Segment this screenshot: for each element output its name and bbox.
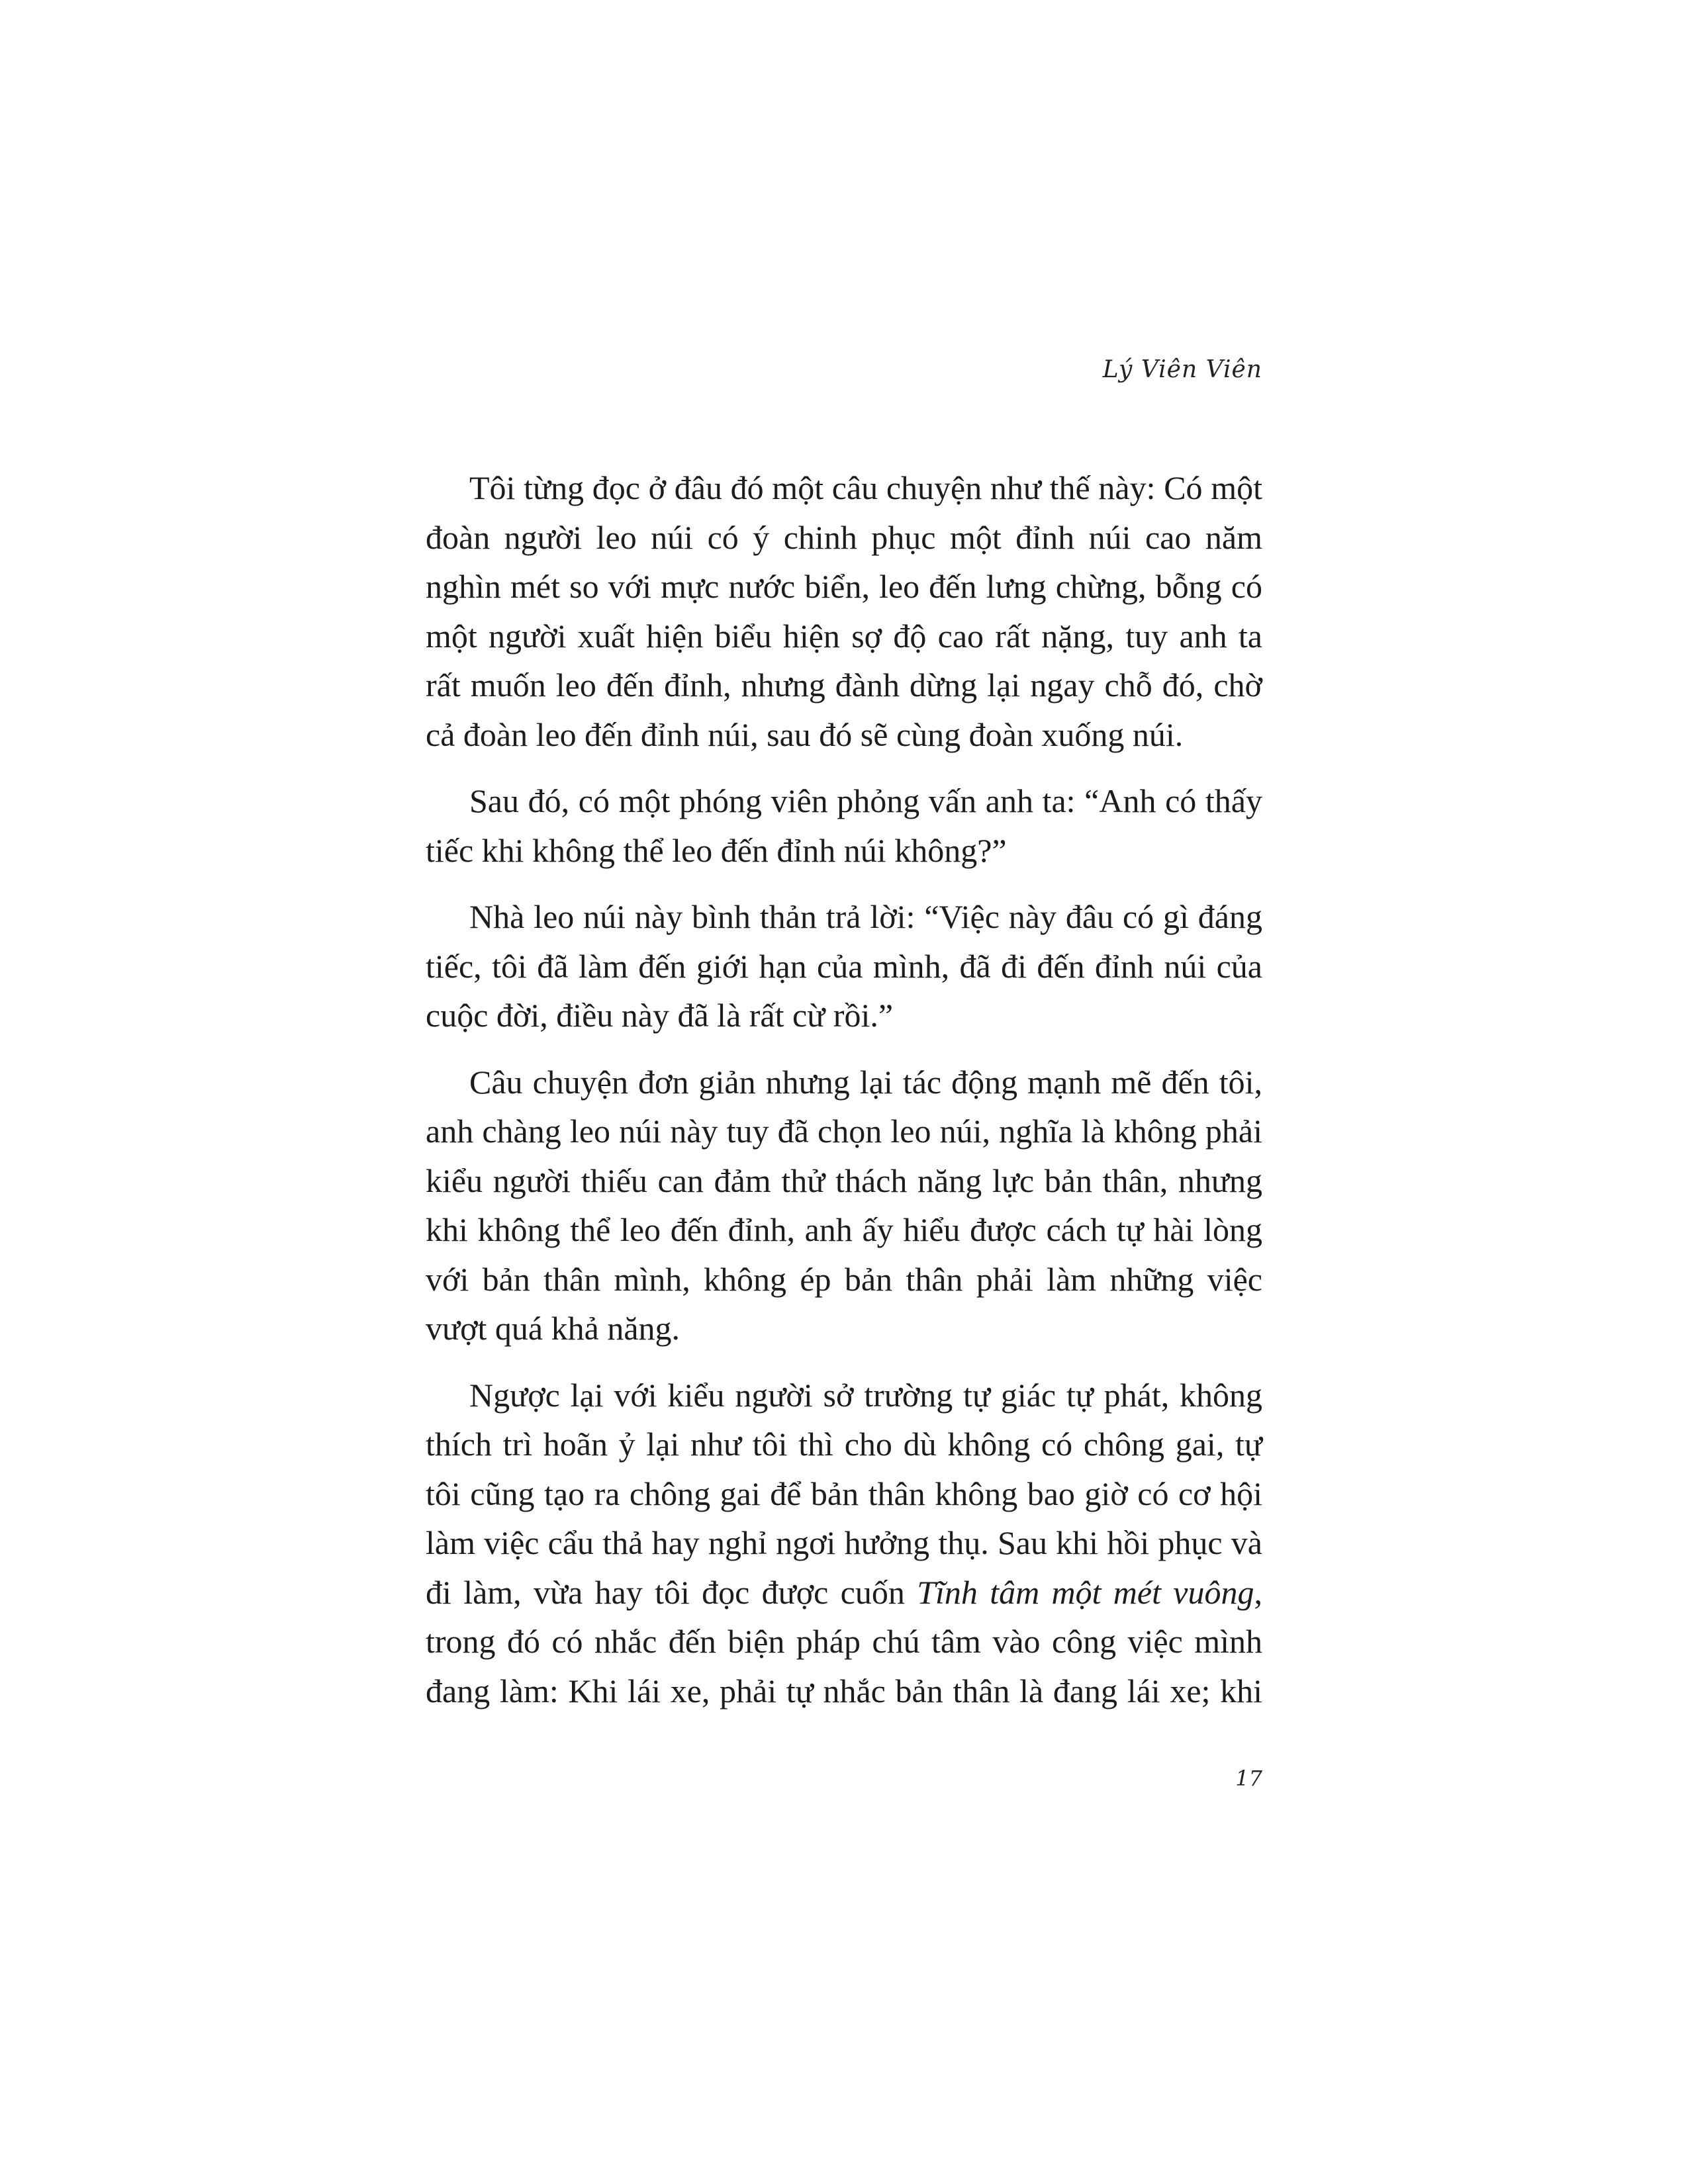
paragraph-2: Sau đó, có một phóng viên phỏng vấn anh ta: “Anh có thấy tiếc khi không thể leo đến đỉnh núi không?”: [426, 782, 1262, 869]
paragraph-3: Nhà leo núi này bình thản trả lời: “Việc này đâu có gì đáng tiếc, tôi đã làm đến giới hạn của mình, đã đi đến đỉnh núi của cuộc đời, điều này đã là rất cừ rồi.”: [426, 898, 1262, 1034]
body-text: [426, 463, 1262, 1733]
paragraph-5: [426, 1371, 1262, 1716]
paragraph-1: Tôi từng đọc ở đâu đó một câu chuyện như thế này: Có một đoàn người leo núi có ý chinh phục một đỉnh núi cao năm nghìn mét so với mực nước biển, leo đến lưng chừng, bỗng có một người xuất hiện biểu hiện sợ độ cao rất nặng, tuy anh ta rất muốn leo đến đỉnh, nhưng đành dừng lại ngay chỗ đó, chờ cả đoàn leo đến đỉnh núi, sau đó sẽ cùng đoàn xuống núi.: [426, 469, 1262, 753]
running-header-author: Lý Viên Viên: [1102, 356, 1262, 383]
paragraph-5-text-after: , trong đó có nhắc đến biện pháp chú tâm vào công việc mình đang làm: Khi lái xe, phải tự nhắc bản thân là đang lái xe; khi: [426, 1573, 1262, 1709]
paragraph-5-text-before: Ngược lại với kiểu người sở trường tự giác tự phát, không thích trì hoãn ỷ lại như tôi thì cho dù không có chông gai, tự tôi cũng tạo ra chông gai để bản thân không bao giờ có cơ hội làm việc cẩu thả hay nghỉ ngơi hưởng thụ. Sau khi hồi phục và đi làm, vừa hay tôi đọc được cuốn: [426, 1376, 1262, 1611]
book-title: Tĩnh tâm một mét vuông: [917, 1573, 1254, 1611]
page-number: 17: [1235, 1766, 1262, 1791]
paragraph-4: Câu chuyện đơn giản nhưng lại tác động mạnh mẽ đến tôi, anh chàng leo núi này tuy đã chọn leo núi, nghĩa là không phải kiểu người thiếu can đảm thử thách năng lực bản thân, nhưng khi không thể leo đến đỉnh, anh ấy hiểu được cách tự hài lòng với bản thân mình, không ép bản thân phải làm những việc vượt quá khả năng.: [426, 1063, 1262, 1347]
